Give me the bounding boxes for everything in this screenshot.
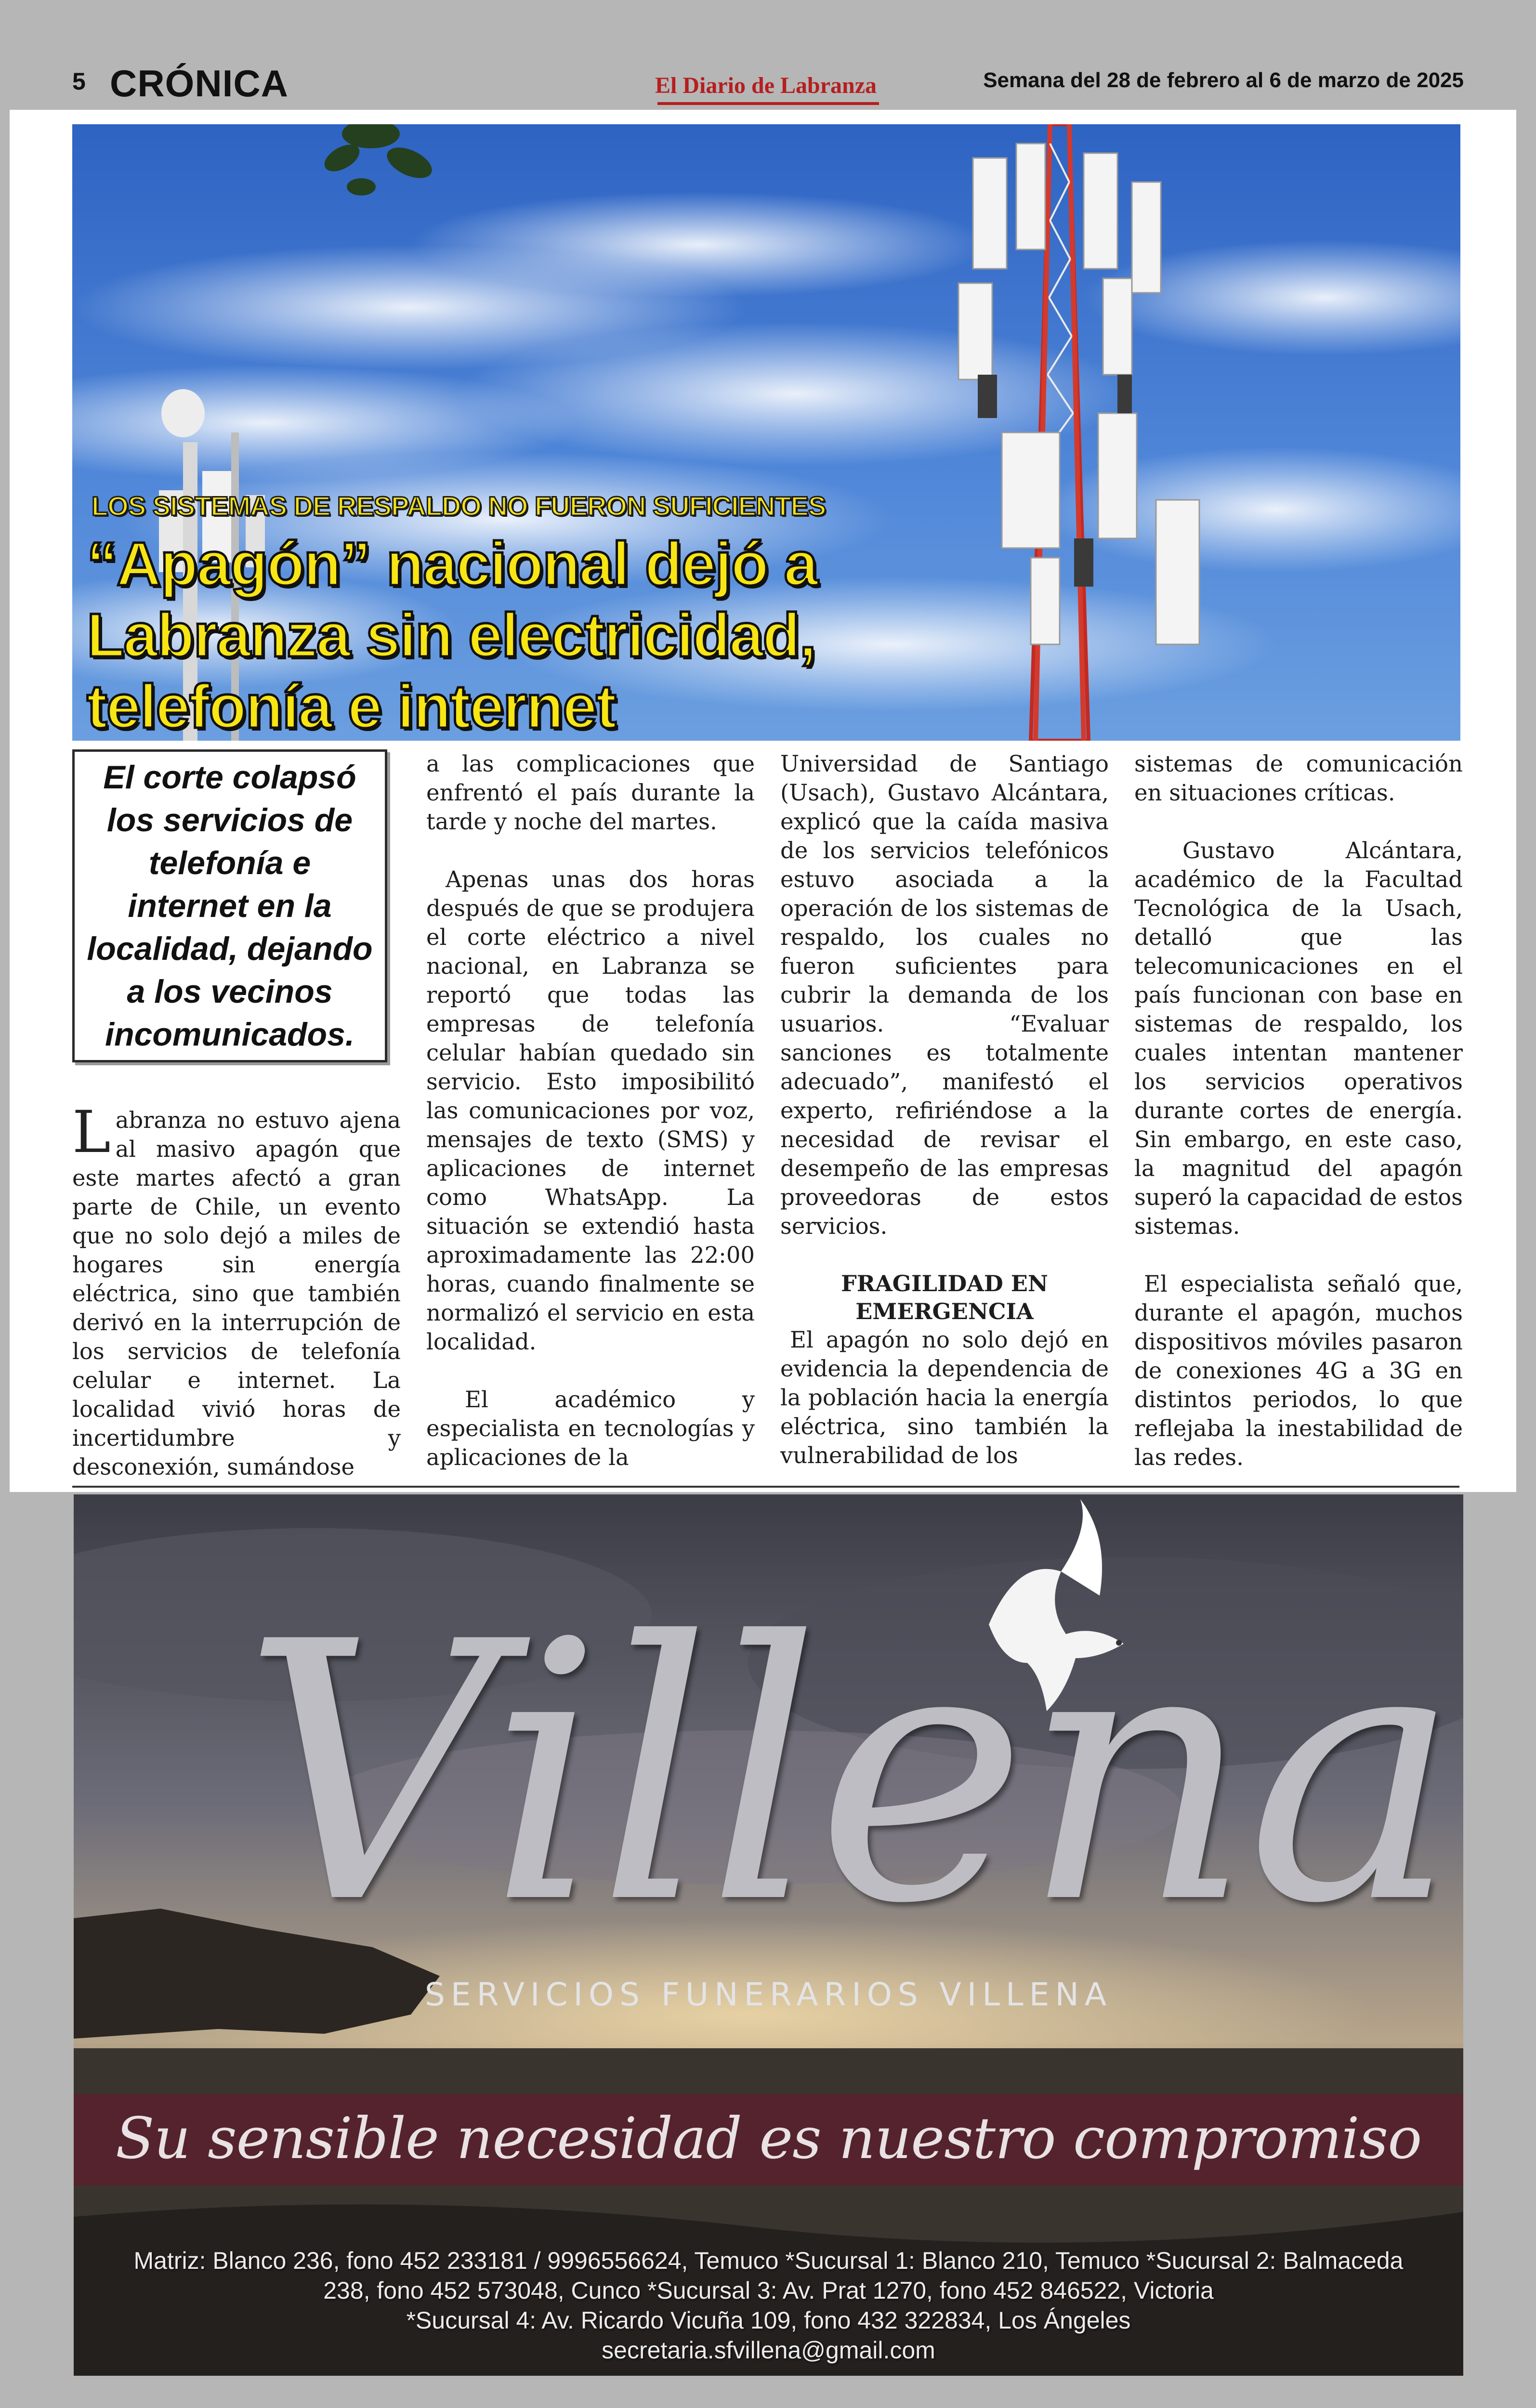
section-title: CRÓNICA xyxy=(110,62,289,105)
article-column-2 xyxy=(426,749,755,1472)
article-paragraph: El apagón no solo dejó en evidencia la dependencia de la población hacia la energía eléctrica, sino también la vulnerabilidad de los xyxy=(780,1327,1109,1468)
brand-subtitle: SERVICIOS FUNERARIOS VILLENA xyxy=(424,1976,1113,2013)
article-headline: “Apagón” nacional dejó a Labranza sin electricidad, telefonía e internet xyxy=(87,530,817,741)
hero-photo xyxy=(72,124,1460,741)
article-column-3 xyxy=(780,749,1109,1470)
article-page xyxy=(10,110,1516,1492)
article-paragraph: a las complicaciones que enfrentó el país durante la tarde y noche del martes. xyxy=(426,751,755,835)
article-paragraph: El académico y especialista en tecnologías y aplicaciones de la xyxy=(426,1387,755,1470)
masthead-underline xyxy=(657,102,879,105)
article-paragraph: Gustavo Alcántara, académico de la Facultad Tecnológica de la Usach, detalló que las telecomunicaciones en el país funcionan con base en sistemas de respaldo, los cuales intentan mantener los servicios operativos durante cortes de energía. Sin embargo, en este caso, la magnitud del apagón superó la capacidad de estos sistemas. xyxy=(1134,838,1463,1239)
article-paragraph: El especialista señaló que, durante el apagón, muchos dispositivos móviles pasaron de conexiones 4G a 3G en distintos periodos, lo que reflejaba la inestabilidad de las redes. xyxy=(1134,1271,1463,1470)
newspaper-masthead[interactable]: El Diario de Labranza xyxy=(655,73,877,98)
page-number: 5 xyxy=(72,68,86,95)
ad-contact-info xyxy=(93,2246,1444,2365)
contact-line: Matriz: Blanco 236, fono 452 233181 / 9996556624, Temuco *Sucursal 1: Blanco 210, Temuco *Sucursal 2: Balmaceda xyxy=(133,2247,1404,2274)
article-paragraph: Labranza no estuvo ajena al masivo apagón que este martes afectó a gran parte de Chile, un evento que no solo dejó a miles de hogares sin energía eléctrica, sino que también derivó en la interrupción de los servicios de telefonía celular e internet. La localidad vivió horas de incertidumbre y desconexión, sumándose xyxy=(72,1099,401,1480)
contact-line: 238, fono 452 573048, Cunco *Sucursal 3: Av. Prat 1270, fono 452 846522, Victoria xyxy=(323,2277,1214,2304)
ad-slogan: Su sensible necesidad es nuestro compromiso xyxy=(115,2105,1422,2172)
contact-email[interactable]: secretaria.sfvillena@gmail.com xyxy=(602,2337,935,2364)
page-header xyxy=(0,0,1536,111)
funeral-services-ad[interactable] xyxy=(74,1494,1463,2376)
article-divider xyxy=(72,1486,1459,1488)
brand-logo: Villena xyxy=(242,1566,1455,1981)
article-column-4 xyxy=(1134,749,1463,1472)
pull-quote: El corte colapsó los servicios de telefonía e internet en la localidad, dejando a los vecinos incomunicados. xyxy=(72,749,387,1062)
article-subheading: FRAGILIDAD EN EMERGENCIA xyxy=(841,1270,1048,1324)
issue-date: Semana del 28 de febrero al 6 de marzo de 2025 xyxy=(983,68,1464,92)
article-kicker: LOS SISTEMAS DE RESPALDO NO FUERON SUFICIENTES xyxy=(92,491,826,521)
article-paragraph: Universidad de Santiago (Usach), Gustavo Alcántara, explicó que la caída masiva de los servicios telefónicos estuvo asociada a la operación de los sistemas de respaldo, los cuales no fueron suficientes para cubrir la demanda de los usuarios. “Evaluar sanciones es totalmente adecuado”, manifestó el experto, refiriéndose a la necesidad de revisar el desempeño de las empresas proveedoras de estos servicios. xyxy=(780,751,1109,1239)
contact-line: *Sucursal 4: Av. Ricardo Vicuña 109, fono 432 322834, Los Ángeles xyxy=(406,2307,1131,2334)
article-column-1 xyxy=(72,749,401,1481)
article-paragraph: sistemas de comunicación en situaciones críticas. xyxy=(1134,751,1463,806)
article-paragraph: Apenas unas dos horas después de que se produjera el corte eléctrico a nivel nacional, en Labranza se reportó que todas las empresas de telefonía celular habían quedado sin servicio. Esto imposibilitó las comunicaciones por voz, mensajes de texto (SMS) y aplicaciones de internet como WhatsApp. La situación se extendió hasta aproximadamente las 22:00 horas, cuando finalmente se normalizó el servicio en esta localidad. xyxy=(426,866,755,1355)
